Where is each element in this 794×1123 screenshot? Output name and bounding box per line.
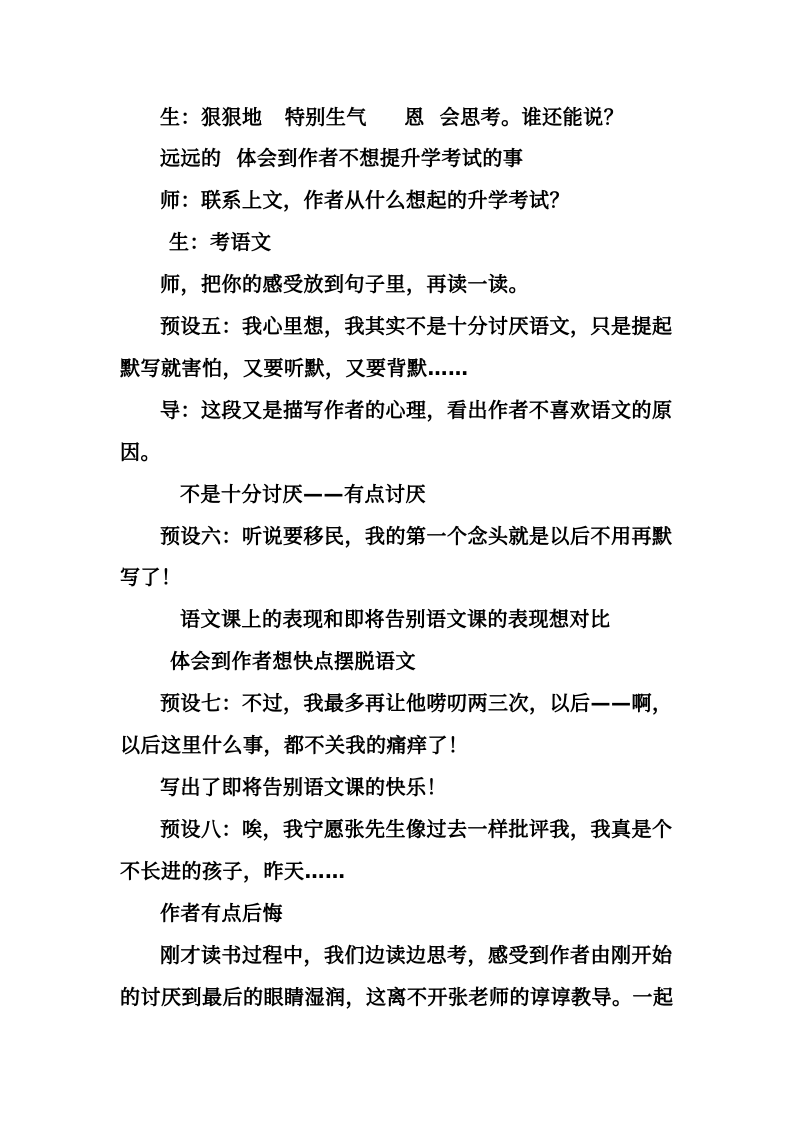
text-line: 师，把你的感受放到句子里，再读一读。 (160, 272, 529, 296)
text-line: 因。 (120, 440, 161, 464)
text-line: 不是十分讨厌——有点讨厌 (180, 482, 426, 506)
text-line: 远远的 体会到作者不想提升学考试的事 (160, 146, 524, 170)
text-line: 不长进的孩子，昨天…… (120, 859, 346, 883)
text-line: 默写就害怕，又要听默，又要背默…… (120, 356, 469, 380)
text-line: 写出了即将告别语文课的快乐！ (160, 775, 447, 799)
text-line: 以后这里什么事，都不关我的痛痒了！ (120, 733, 469, 757)
text-line: 生：考语文 (169, 230, 272, 254)
text-line: 预设六：听说要移民，我的第一个念头就是以后不用再默 (160, 524, 673, 548)
text-line: 生：狠狠地 特别生气 恩 会思考。谁还能说？ (160, 105, 625, 129)
text-line: 师：联系上文，作者从什么想起的升学考试？ (160, 188, 570, 212)
text-line: 语文课上的表现和即将告别语文课的表现想对比 (180, 607, 611, 631)
text-line: 的讨厌到最后的眼睛湿润，这离不开张老师的谆谆教导。一起 (120, 985, 674, 1009)
text-line: 写了！ (120, 565, 182, 589)
text-line: 预设八：唉，我宁愿张先生像过去一样批评我，我真是个 (160, 817, 673, 841)
text-line: 刚才读书过程中，我们边读边思考，感受到作者由刚开始 (160, 943, 673, 967)
text-line: 导：这段又是描写作者的心理，看出作者不喜欢语文的原 (160, 398, 673, 422)
text-line: 作者有点后悔 (160, 901, 283, 925)
text-line: 体会到作者想快点摆脱语文 (170, 649, 416, 673)
text-line: 预设五：我心里想，我其实不是十分讨厌语文，只是提起 (160, 314, 673, 338)
text-line: 预设七：不过，我最多再让他唠叨两三次，以后——啊， (160, 691, 673, 715)
